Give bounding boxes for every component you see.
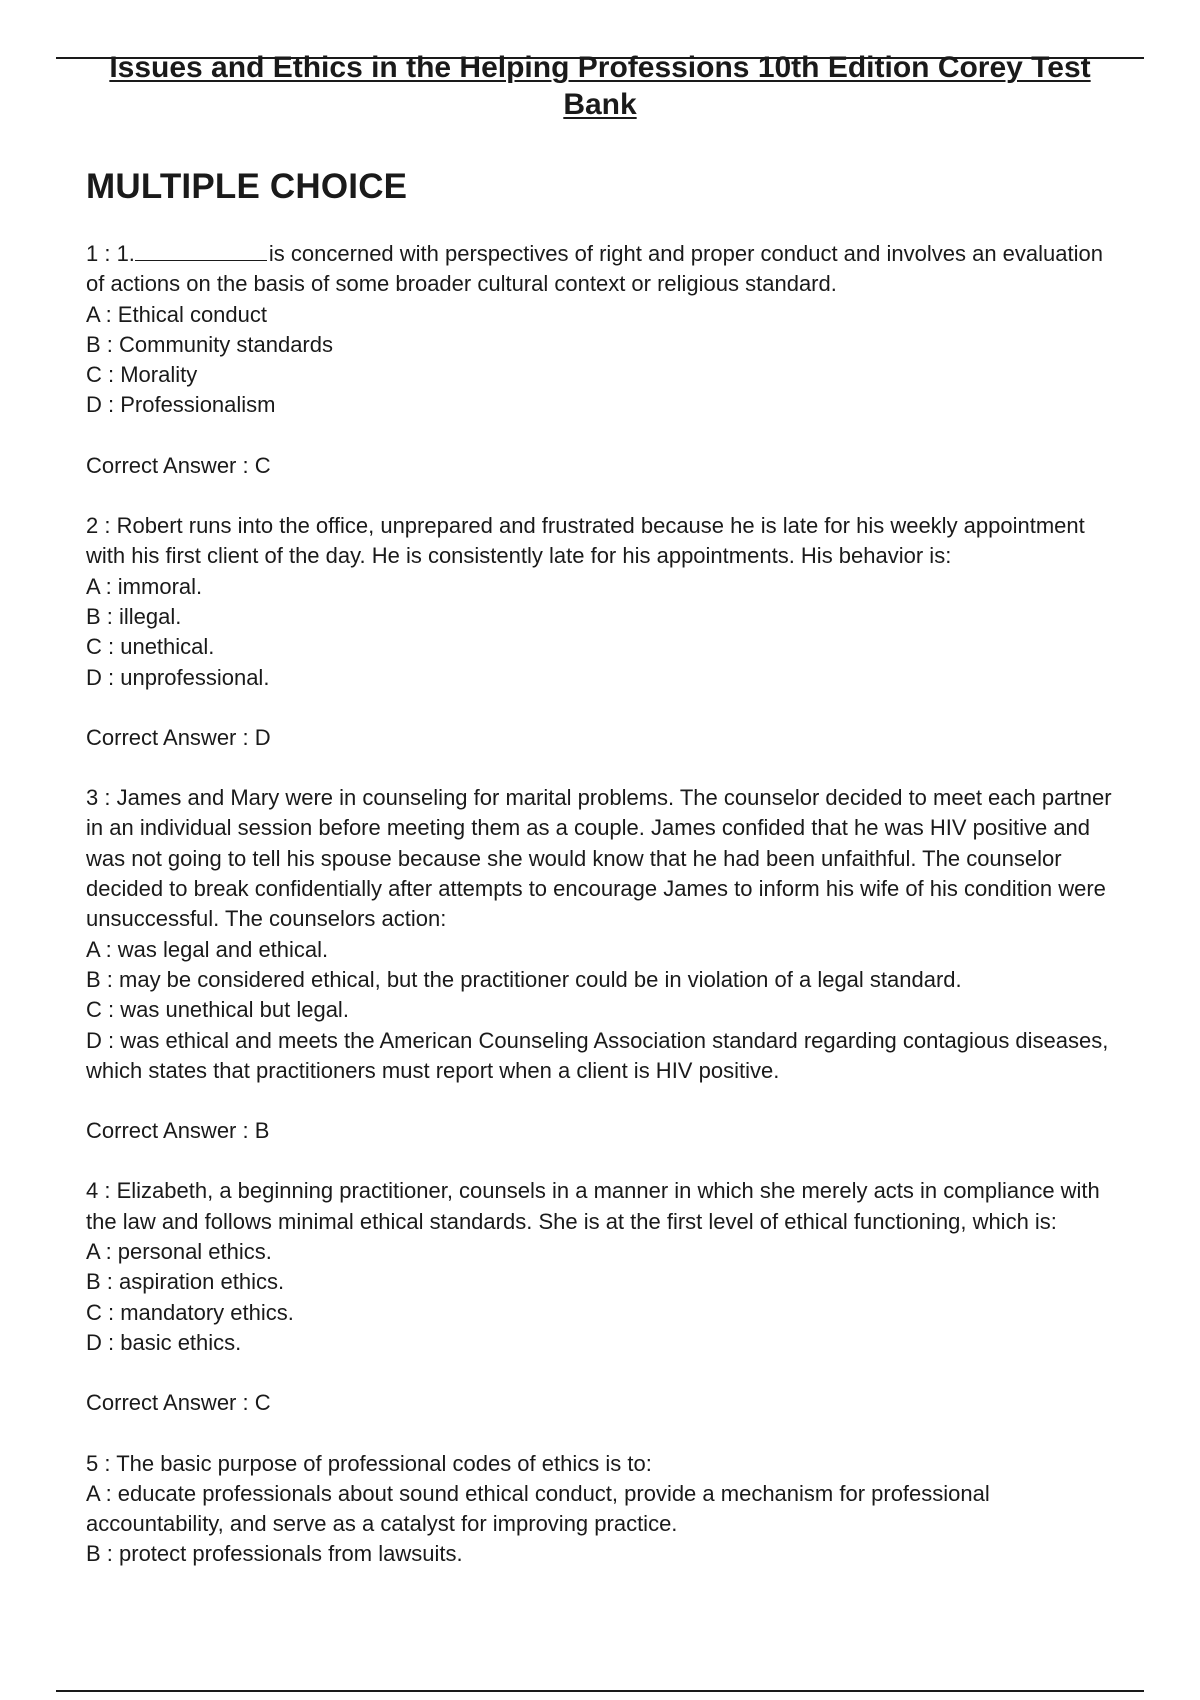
question-text: The basic purpose of professional codes of ethics is to: <box>116 1450 652 1476</box>
option-a: A : Ethical conduct <box>86 301 267 327</box>
question-stem <box>86 1449 1126 1479</box>
question-number: 2 : <box>86 513 111 539</box>
bottom-rule <box>56 1690 1144 1692</box>
question-stem <box>86 239 1126 300</box>
option-b: B : aspiration ethics. <box>86 1269 285 1295</box>
question-number: 5 : <box>86 1450 111 1476</box>
question-number: 3 : <box>86 785 111 811</box>
option-a: A : personal ethics. <box>86 1239 272 1265</box>
option-a: A : was legal and ethical. <box>86 936 329 962</box>
option-b: B : may be considered ethical, but the practitioner could be in violation of a legal standard. <box>86 966 962 992</box>
correct-answer: Correct Answer : C <box>86 452 271 478</box>
question-text: is concerned with perspectives of right and proper conduct and involves an evaluation of actions on the basis of some broader cultural context or religious standard. <box>86 241 1103 297</box>
question-text: Elizabeth, a beginning practitioner, counsels in a manner in which she merely acts in compliance with the law and follows minimal ethical standards. She is at the first level of ethical functioning, which is: <box>86 1178 1100 1234</box>
option-b: B : illegal. <box>86 603 182 629</box>
option-d: D : basic ethics. <box>86 1329 242 1355</box>
question-1 <box>86 239 1126 481</box>
option-a: A : immoral. <box>86 573 203 599</box>
option-c: C : mandatory ethics. <box>86 1299 294 1325</box>
section-heading: MULTIPLE CHOICE <box>86 167 408 206</box>
document-title: Issues and Ethics in the Helping Professions 10th Edition Corey Test Bank <box>109 51 1091 121</box>
question-stem <box>86 511 1126 572</box>
question-stem <box>86 1176 1126 1237</box>
option-d: D : Professionalism <box>86 392 276 418</box>
option-c: C : unethical. <box>86 634 215 660</box>
question-list <box>86 239 1126 1570</box>
question-4 <box>86 1176 1126 1418</box>
question-3 <box>86 783 1126 1146</box>
question-2 <box>86 511 1126 753</box>
fill-in-blank <box>135 240 267 261</box>
correct-answer: Correct Answer : C <box>86 1390 271 1416</box>
title-block <box>56 49 1144 123</box>
option-b: B : protect professionals from lawsuits. <box>86 1541 463 1567</box>
question-text: Robert runs into the office, unprepared and frustrated because he is late for his weekly appointment with his first client of the day. He is consistently late for his appointments. His behavior is: <box>86 513 1085 569</box>
correct-answer: Correct Answer : D <box>86 724 271 750</box>
correct-answer: Correct Answer : B <box>86 1118 270 1144</box>
option-c: C : Morality <box>86 362 198 388</box>
option-b: B : Community standards <box>86 331 333 357</box>
question-text: James and Mary were in counseling for marital problems. The counselor decided to meet each partner in an individual session before meeting them as a couple. James confided that he was HIV positive and was not going to tell his spouse because she would know that he had been unfaithful. The counselor decided to break confidentially after attempts to encourage James to inform his wife of his condition were unsuccessful. The counselors action: <box>86 785 1112 932</box>
question-number: 4 : <box>86 1178 111 1204</box>
question-stem <box>86 783 1126 934</box>
question-5 <box>86 1449 1126 1570</box>
option-d: D : unprofessional. <box>86 664 270 690</box>
option-c: C : was unethical but legal. <box>86 997 349 1023</box>
option-d: D : was ethical and meets the American Counseling Association standard regarding contagious diseases, which states that practitioners must report when a client is HIV positive. <box>86 1027 1109 1083</box>
option-a: A : educate professionals about sound ethical conduct, provide a mechanism for professional accountability, and serve as a catalyst for improving practice. <box>86 1480 990 1537</box>
question-number: 1 : 1. <box>86 241 135 266</box>
